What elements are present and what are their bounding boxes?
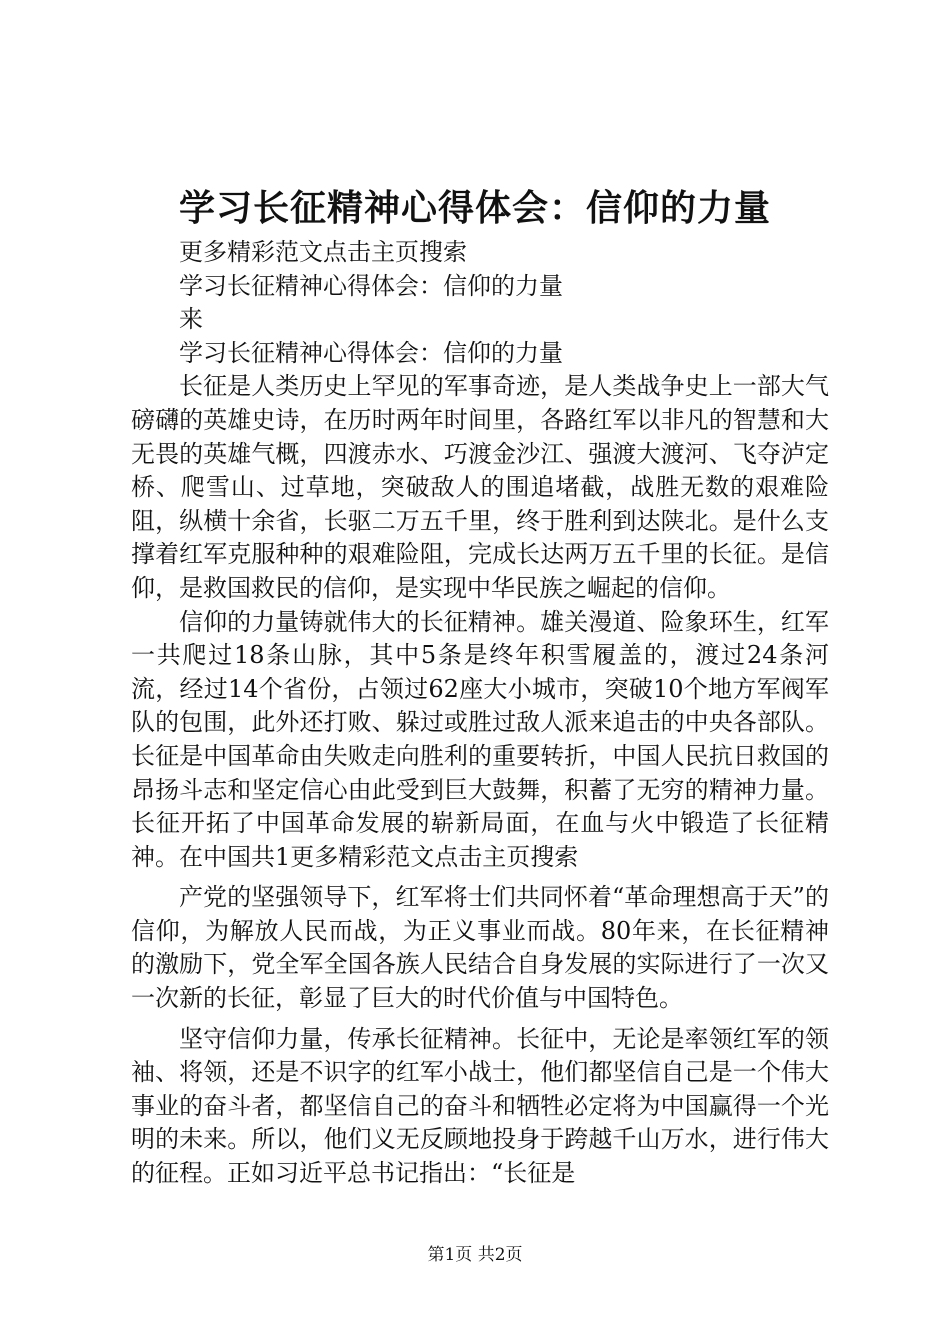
body-paragraph: 长征是人类历史上罕见的军事奇迹，是人类战争史上一部大气磅礴的英雄史诗，在历时两年时间里，各路红军以非凡的智慧和大无畏的英雄气概，四渡赤水、巧渡金沙江、强渡大渡河、飞夺泸定桥、爬雪山、过草地，突破敌人的围追堵截，战胜无数的艰难险阻，纵横十余省，长驱二万五千里，终于胜利到达陕北。是什么支撑着红军克服种种的艰难险阻，完成长达两万五千里的长征。是信仰，是救国救民的信仰，是实现中华民族之崛起的信仰。: [131, 372, 829, 602]
body-paragraph: 信仰的力量铸就伟大的长征精神。雄关漫道、险象环生，红军一共爬过18条山脉，其中5条是终年积雪履盖的，渡过24条河流，经过14个省份，占领过62座大小城市，突破10个地方军阀军队的包围，此外还打败、躲过或胜过敌人派来追击的中央各部队。长征是中国革命由失败走向胜利的重要转折，中国人民抗日救国的昂扬斗志和坚定信心由此受到巨大鼓舞，积蓄了无穷的精神力量。长征开拓了中国革命发展的崭新局面，在血与火中锻造了长征精神。在中国共1更多精彩范文点击主页搜索: [131, 607, 829, 871]
document-body: [131, 236, 829, 1191]
document-title: 学习长征精神心得体会：信仰的力量: [178, 187, 771, 229]
body-paragraph: 学习长征精神心得体会：信仰的力量: [179, 271, 563, 300]
body-paragraph: 更多精彩范文点击主页搜索: [179, 238, 467, 266]
body-paragraph: 坚守信仰力量，传承长征精神。长征中，无论是率领红军的领袖、将领，还是不识字的红军小战士，他们都坚信自己是一个伟大事业的奋斗者，都坚信自己的奋斗和牺牲必定将为中国赢得一个光明的未来。所以，他们义无反顾地投身于跨越千山万水，进行伟大的征程。正如习近平总书记指出：“长征是: [131, 1024, 829, 1188]
body-paragraph: 来: [179, 305, 203, 334]
body-paragraph: 学习长征精神心得体会：信仰的力量: [179, 338, 563, 367]
page-number-footer: 第1页 共2页: [427, 1245, 523, 1265]
body-paragraph: 产党的坚强领导下，红军将士们共同怀着“革命理想高于天”的信仰，为解放人民而战，为正义事业而战。80年来，在长征精神的激励下，党全军全国各族人民结合自身发展的实际进行了一次又一次新的长征，彰显了巨大的时代价值与中国特色。: [131, 883, 829, 1013]
